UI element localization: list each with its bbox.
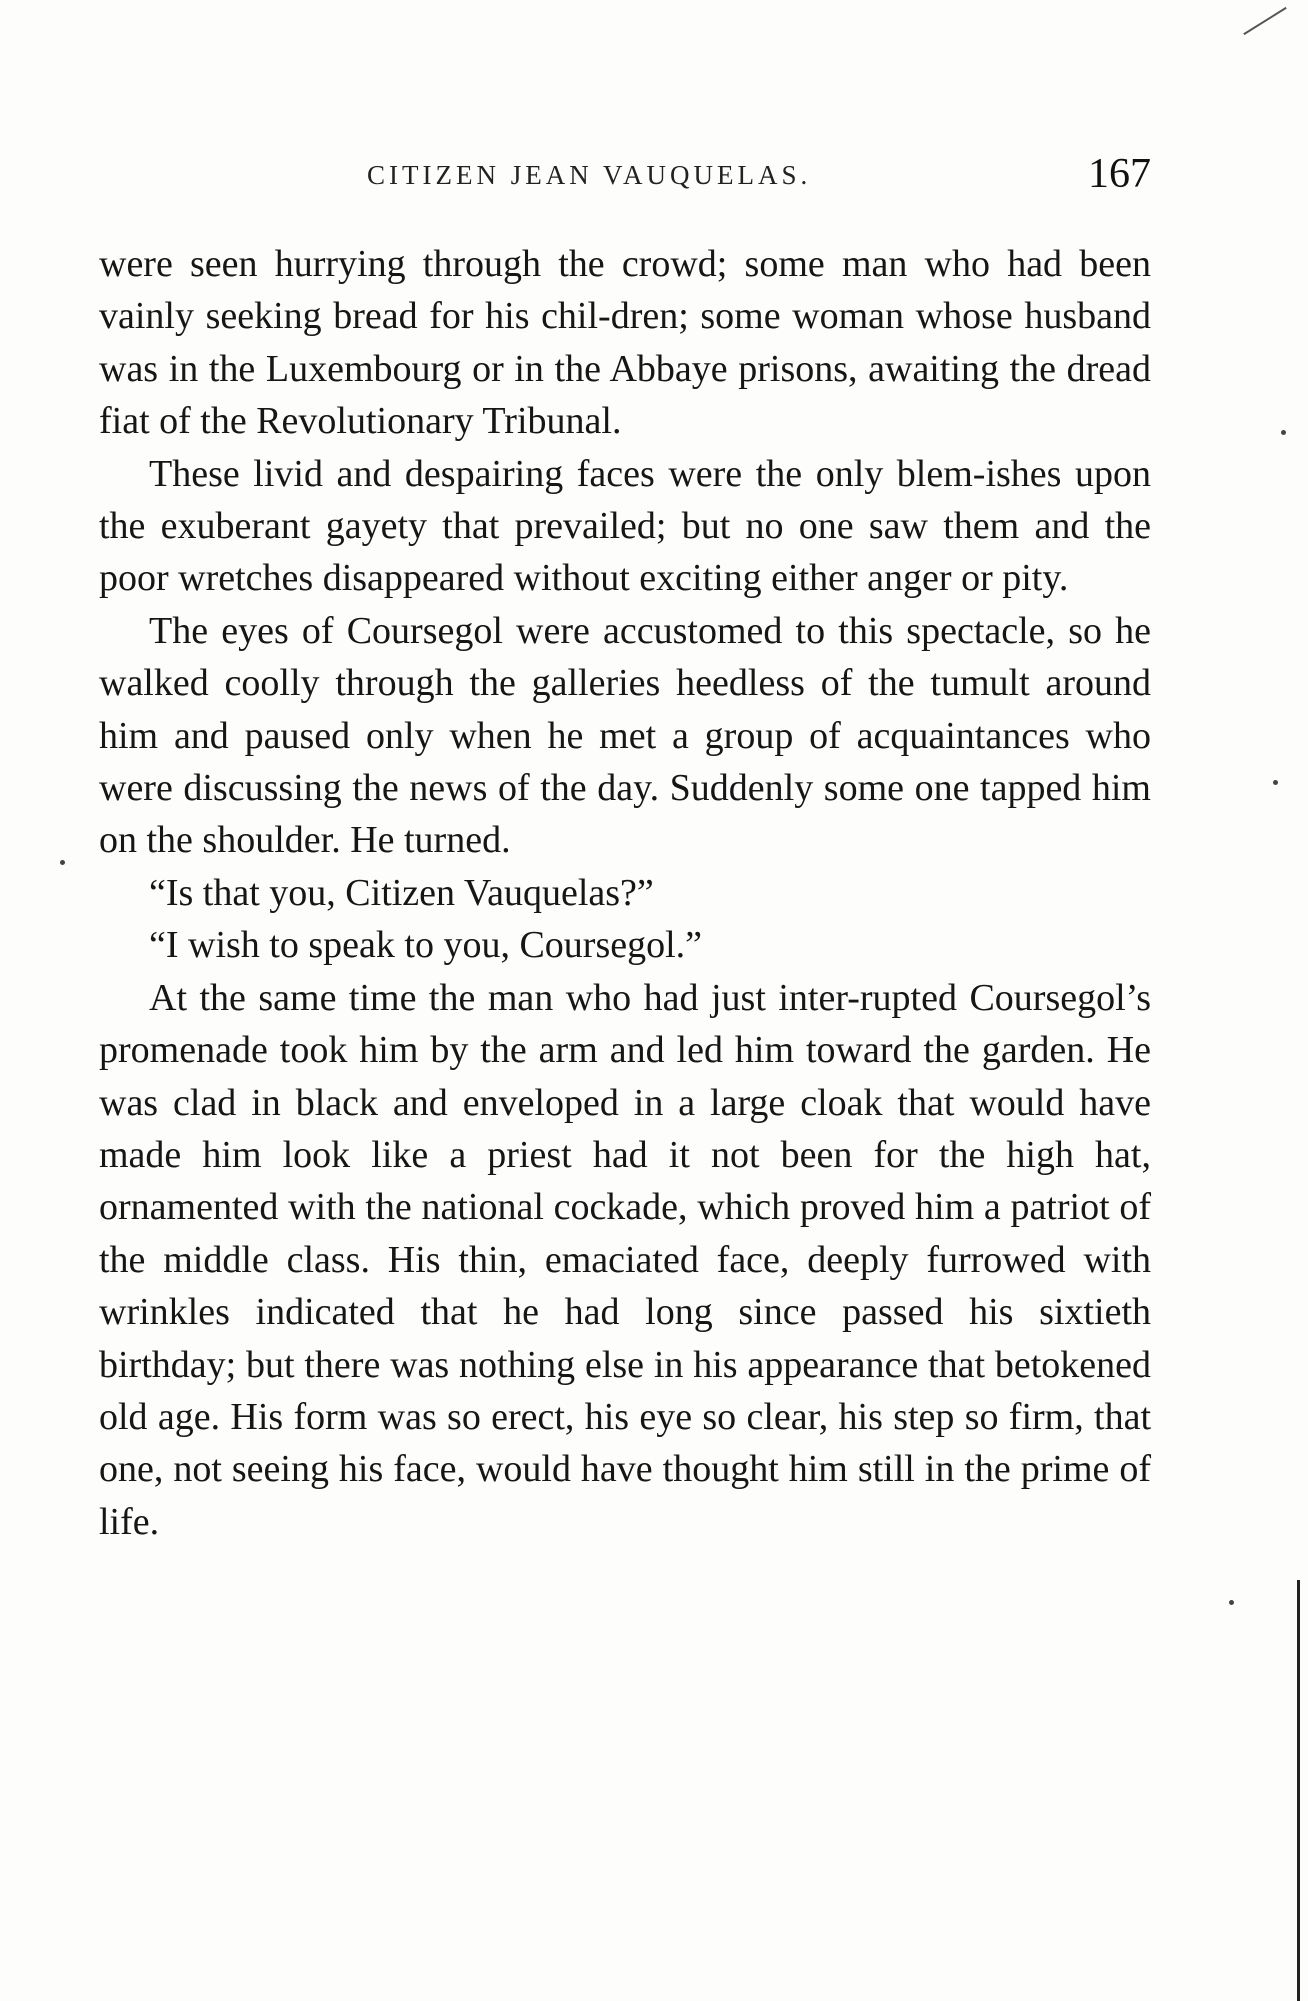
body-text bbox=[99, 238, 1151, 1548]
paragraph: were seen hurrying through the crowd; some man who had been vainly seeking bread for his chil-dren; some woman whose husband was in the Luxembourg or in the Abbaye prisons, awaiting the dread fiat of the Revolutionary Tribunal. bbox=[99, 243, 1151, 443]
running-header bbox=[99, 150, 1151, 200]
margin-speck bbox=[60, 860, 65, 865]
running-title: CITIZEN JEAN VAUQUELAS. bbox=[367, 160, 812, 190]
margin-pencil-mark bbox=[1243, 7, 1286, 35]
page-number: 167 bbox=[1088, 151, 1151, 197]
paragraph: “I wish to speak to you, Coursegol.” bbox=[149, 924, 703, 967]
margin-speck bbox=[1281, 430, 1286, 435]
page-edge-shadow bbox=[1297, 1580, 1300, 2001]
paragraph: At the same time the man who had just inter-rupted Coursegol’s promenade took him by the arm and led him toward the garden. He was clad in black and enveloped in a large cloak that would have made him look like a priest had it not been for the high hat, ornamented with the national cockade, which proved him a patriot of the middle class. His thin, emaciated face, deeply furrowed with wrinkles indicated that he had long since passed his sixtieth birthday; but there was nothing else in his appearance that betokened old age. His form was so erect, his eye so clear, his step so firm, that one, not seeing his face, would have thought him still in the prime of life. bbox=[99, 976, 1151, 1543]
paragraph: These livid and despairing faces were the only blem-ishes upon the exuberant gayety that prevailed; but no one saw them and the poor wretches disappeared without exciting either anger or pity. bbox=[99, 452, 1151, 600]
paragraph: “Is that you, Citizen Vauquelas?” bbox=[149, 871, 654, 914]
margin-speck bbox=[1229, 1600, 1234, 1605]
paragraph: The eyes of Coursegol were accustomed to this spectacle, so he walked coolly through the galleries heedless of the tumult around him and paused only when he met a group of acquaintances who were discussing the news of the day. Suddenly some one tapped him on the shoulder. He turned. bbox=[99, 609, 1151, 862]
margin-speck bbox=[1273, 780, 1278, 785]
